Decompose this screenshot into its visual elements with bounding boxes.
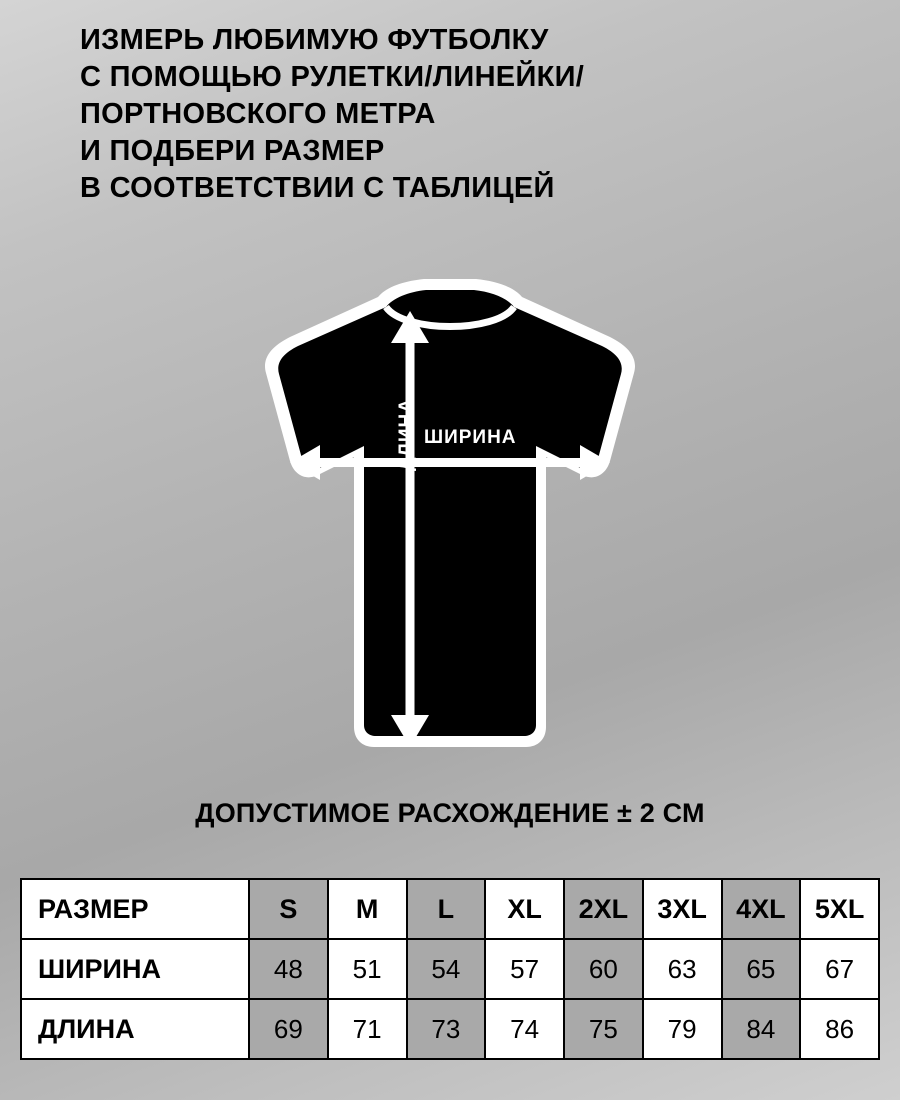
width-value-m: 51: [328, 939, 407, 999]
table-row-width: [21, 939, 879, 999]
tshirt-illustration: [190, 275, 710, 765]
size-cell-3xl: 3XL: [643, 879, 722, 939]
length-value-l: 73: [407, 999, 486, 1059]
size-cell-s: S: [249, 879, 328, 939]
table-row-sizes: [21, 879, 879, 939]
width-label: ШИРИНА: [424, 427, 517, 448]
width-value-3xl: 63: [643, 939, 722, 999]
tshirt-body-shape: [278, 290, 621, 736]
width-value-xl: 57: [485, 939, 564, 999]
width-value-l: 54: [407, 939, 486, 999]
row-header-length: ДЛИНА: [21, 999, 249, 1059]
row-header-size: РАЗМЕР: [21, 879, 249, 939]
width-value-2xl: 60: [564, 939, 643, 999]
length-value-5xl: 86: [800, 999, 879, 1059]
size-cell-2xl: 2XL: [564, 879, 643, 939]
length-value-3xl: 79: [643, 999, 722, 1059]
headline-line-5: В СООТВЕТСТВИИ С ТАБЛИЦЕЙ: [80, 172, 555, 204]
length-label: ДЛИНА: [396, 398, 417, 471]
headline-line-2: С ПОМОЩЬЮ РУЛЕТКИ/ЛИНЕЙКИ/: [80, 61, 585, 93]
length-value-m: 71: [328, 999, 407, 1059]
table-row-length: [21, 999, 879, 1059]
size-cell-5xl: 5XL: [800, 879, 879, 939]
headline-line-4: И ПОДБЕРИ РАЗМЕР: [80, 135, 385, 167]
size-cell-xl: XL: [485, 879, 564, 939]
size-cell-4xl: 4XL: [722, 879, 801, 939]
length-value-4xl: 84: [722, 999, 801, 1059]
headline-line-3: ПОРТНОВСКОГО МЕТРА: [80, 98, 436, 130]
length-value-s: 69: [249, 999, 328, 1059]
size-cell-l: L: [407, 879, 486, 939]
page-title: [80, 22, 840, 207]
length-value-2xl: 75: [564, 999, 643, 1059]
length-value-xl: 74: [485, 999, 564, 1059]
width-value-s: 48: [249, 939, 328, 999]
width-value-4xl: 65: [722, 939, 801, 999]
tshirt-diagram: [0, 275, 900, 775]
width-value-5xl: 67: [800, 939, 879, 999]
tolerance-note: ДОПУСТИМОЕ РАСХОЖДЕНИЕ ± 2 СМ: [195, 798, 705, 828]
headline-line-1: ИЗМЕРЬ ЛЮБИМУЮ ФУТБОЛКУ: [80, 24, 549, 56]
size-table: [20, 878, 880, 1060]
row-header-width: ШИРИНА: [21, 939, 249, 999]
size-cell-m: M: [328, 879, 407, 939]
